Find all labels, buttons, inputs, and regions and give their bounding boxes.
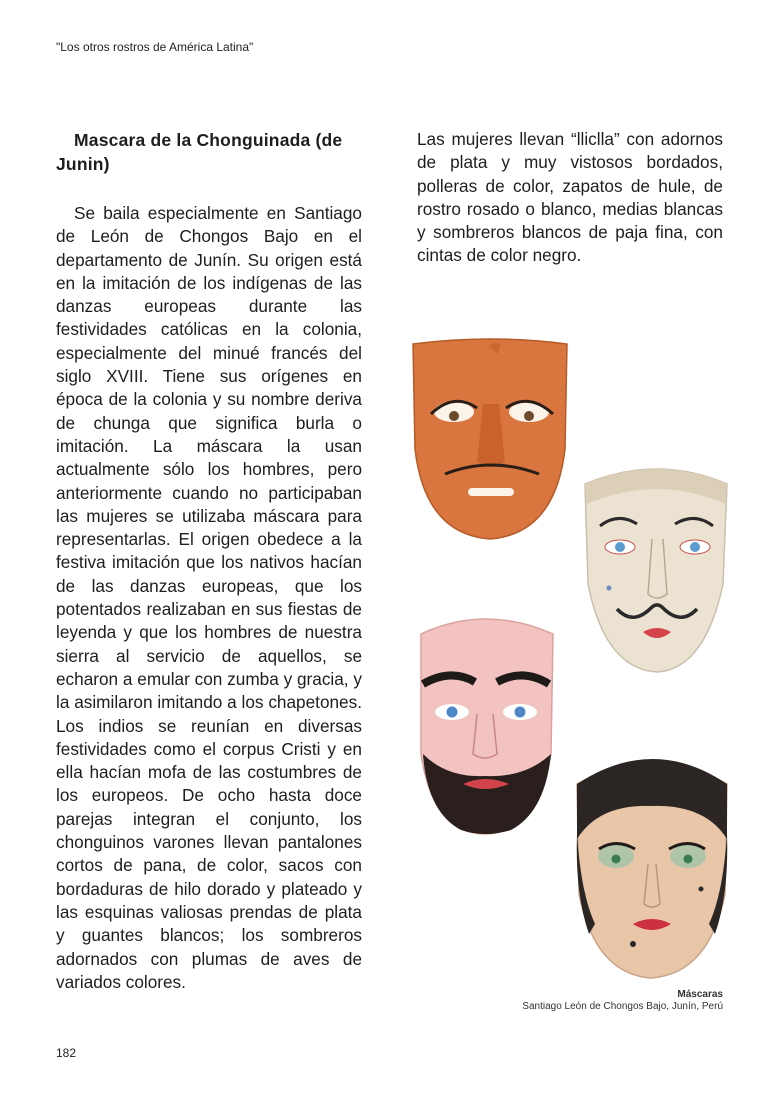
article-heading: Mascara de la Chonguinada (de Junin): [56, 130, 343, 174]
right-column: [417, 128, 723, 268]
white-mask: [585, 469, 727, 672]
figure-caption: [522, 989, 723, 1013]
running-header: "Los otros rostros de América Latina": [56, 40, 254, 54]
page-number: 182: [56, 1046, 77, 1060]
body-paragraph-left: Se baila especialmente en Santiago de León de Chongos Bajo en el departamento de Junín. Su origen está en la imitación de los indígenas de las danzas europeas durante las festividades católicas en la colonia, especialmente del minué francés del siglo XVIII. Tiene sus orígenes en época de la colonia y su nombre deriva de chunga que significa burla o imitación. La máscara la usan actualmente sólo los hombres, pero anteriormente cuando no participaban las mujeres se utilizaba máscara para representarlas. El origen obedece a la festiva imitación que los nativos hacían de las danzas europeas, que los potentados realizaban en sus fiestas de leyenda y que los hombres de nuestra sierra al servicio de aquellos, se echaron a emular con zumba y gracia, y la asimilaron imitando a los chapetones. Los indios se reunían en diversas festividades como el corpus Cristi y en ella hacían mofa de las costumbres de los europeos. De ocho hasta doce parejas integran el conjunto, los chonguinos varones llevan pantalones cortos de pana, de color, sacos con bordaduras de hilo dorado y plateado y las esquinas valiosas prendas de plata y guantes blancos; los sombreros adornados con plumas de aves de variados colores.: [56, 203, 362, 992]
caption-location: Santiago León de Chongos Bajo, Junín, Perú: [522, 1001, 723, 1012]
body-paragraph-right: Las mujeres llevan “lliclla” con adornos de plata y muy vistosos bordados, polleras de color, zapatos de hule, de rostro rosado o blanco, medias blancas y sombreros blancos de paja fina, con cintas de color negro.: [417, 129, 723, 266]
caption-title: Máscaras: [677, 989, 723, 1000]
pink-mask: [421, 619, 553, 834]
orange-mask: [413, 339, 567, 539]
dark-hair-mask: [577, 759, 728, 978]
masks-photo: [405, 334, 735, 984]
left-column: [56, 128, 362, 994]
